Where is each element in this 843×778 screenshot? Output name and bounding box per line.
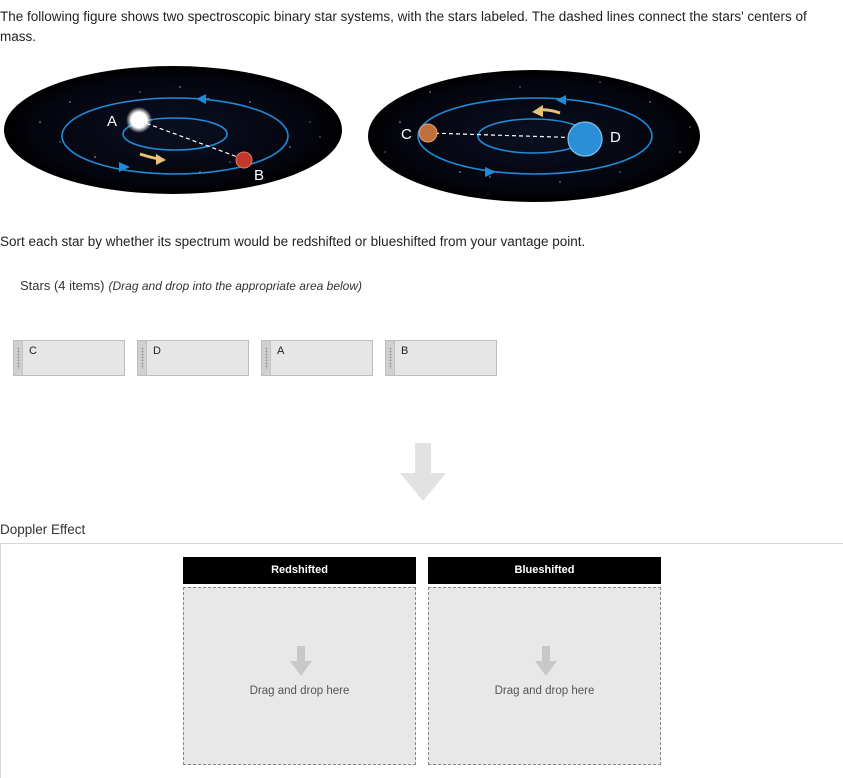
binary-systems-figure — [0, 62, 843, 212]
drop-zone-blueshifted[interactable] — [428, 587, 661, 765]
target-area — [0, 543, 843, 778]
drop-placeholder: Drag and drop here — [494, 685, 595, 697]
question-instruction: Sort each star by whether its spectrum would be redshifted or blueshifted from your vantage point. — [0, 234, 586, 249]
drag-handle-icon[interactable] — [386, 341, 395, 375]
drag-handle-icon[interactable] — [138, 341, 147, 375]
drag-handle-icon[interactable] — [262, 341, 271, 375]
drag-item-label: D — [153, 345, 161, 357]
drag-item-label: B — [401, 345, 409, 357]
drag-item-label: A — [277, 345, 285, 357]
drop-zone-redshifted[interactable] — [183, 587, 416, 765]
arrow-down-icon — [400, 443, 446, 501]
item-pool-hint: (Drag and drop into the appropriate area below) — [108, 279, 363, 293]
label-star-b: B — [254, 167, 265, 184]
bin-header-blueshifted: Blueshifted — [428, 557, 661, 584]
target-section-title: Doppler Effect — [0, 522, 86, 537]
arrow-down-icon — [290, 646, 312, 676]
arrow-down-icon — [535, 646, 557, 676]
drag-item-c[interactable] — [13, 340, 125, 376]
drag-item-b[interactable] — [385, 340, 497, 376]
drag-item-label: C — [29, 345, 37, 357]
bin-header-redshifted: Redshifted — [183, 557, 416, 584]
left-binary-system — [4, 66, 342, 194]
drag-item-a[interactable] — [261, 340, 373, 376]
drag-handle-icon[interactable] — [14, 341, 23, 375]
right-binary-system — [368, 70, 700, 202]
label-star-a: A — [107, 113, 118, 130]
question-intro: The following figure shows two spectroscopic binary star systems, with the stars labeled. The dashed lines connect the stars' centers of mass. — [0, 9, 807, 44]
drop-placeholder: Drag and drop here — [249, 685, 350, 697]
label-star-c: C — [401, 126, 412, 143]
item-pool-title: Stars (4 items) — [20, 278, 105, 293]
drag-item-d[interactable] — [137, 340, 249, 376]
item-pool-header — [20, 278, 362, 293]
label-star-d: D — [610, 129, 621, 146]
